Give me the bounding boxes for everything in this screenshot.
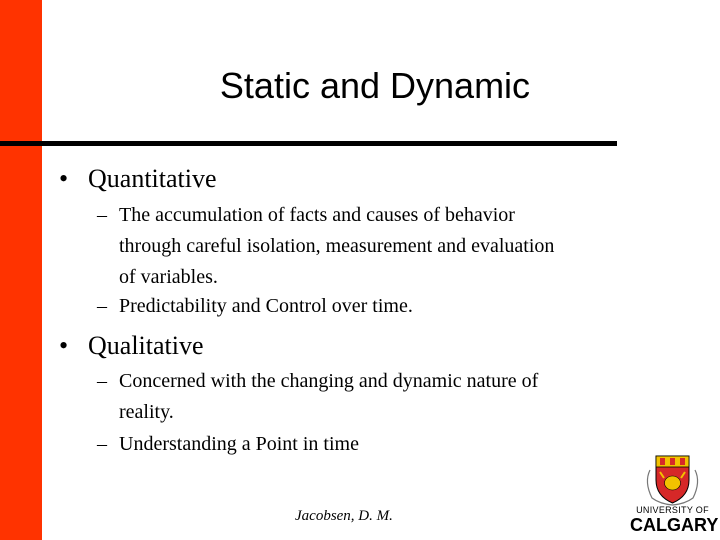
- shield-crest-icon: [630, 452, 715, 506]
- slide-title: Static and Dynamic: [219, 65, 531, 106]
- sub-item-text: Predictability and Control over time.: [119, 295, 413, 317]
- bullet-glyph: •: [59, 331, 69, 360]
- sub-item-text: Concerned with the changing and dynamic nature of reality.: [119, 370, 539, 423]
- bullet-label: Qualitative: [88, 331, 204, 360]
- dash-glyph: –: [97, 370, 107, 392]
- sub-item: [97, 366, 657, 428]
- dash-glyph: –: [97, 204, 107, 226]
- sub-item: [97, 429, 657, 460]
- logo-line2: CALGARY: [630, 515, 719, 535]
- dash-glyph: –: [97, 295, 107, 317]
- dash-glyph: –: [97, 433, 107, 455]
- sub-item-text: Understanding a Point in time: [119, 433, 359, 455]
- left-accent-bar: [0, 0, 42, 540]
- university-logo: [630, 452, 719, 537]
- bullet-glyph: •: [59, 164, 69, 193]
- bullet-label: Quantitative: [88, 164, 217, 193]
- title-divider: [0, 141, 617, 146]
- sub-item: [97, 200, 657, 293]
- logo-line1: UNIVERSITY OF: [636, 505, 709, 515]
- sub-item: [97, 291, 657, 322]
- sub-item-text: The accumulation of facts and causes of behavior through careful isolation, measurement and evaluation of variables.: [119, 204, 555, 288]
- footer-author: Jacobsen, D. M.: [295, 508, 393, 524]
